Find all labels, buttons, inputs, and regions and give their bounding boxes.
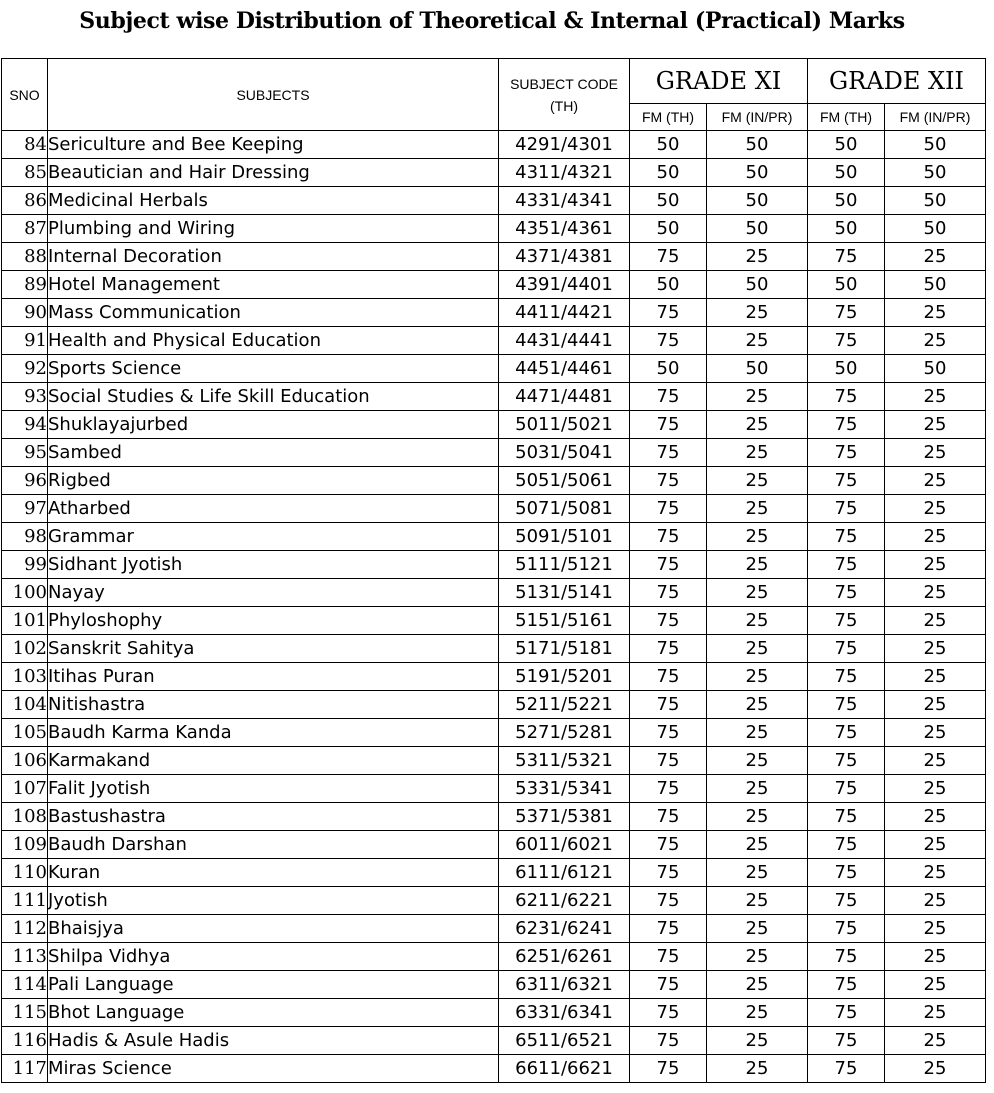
cell-sno: 117 <box>2 1055 48 1083</box>
cell-sno: 115 <box>2 999 48 1027</box>
header-subject-code <box>499 59 630 131</box>
cell-xii-fm-in-pr: 25 <box>885 523 986 551</box>
cell-xi-fm-in-pr: 25 <box>707 999 808 1027</box>
cell-xii-fm-th: 75 <box>808 663 885 691</box>
table-row <box>2 635 986 663</box>
cell-xii-fm-in-pr: 25 <box>885 299 986 327</box>
cell-xii-fm-th: 50 <box>808 131 885 159</box>
cell-xii-fm-in-pr: 25 <box>885 327 986 355</box>
header-sno: SNO <box>2 59 48 131</box>
cell-xi-fm-in-pr: 25 <box>707 943 808 971</box>
cell-subject-code: 5371/5381 <box>499 803 630 831</box>
table-row <box>2 719 986 747</box>
cell-xi-fm-th: 50 <box>630 215 707 243</box>
header-subjects: SUBJECTS <box>48 59 499 131</box>
cell-xii-fm-th: 75 <box>808 523 885 551</box>
cell-xii-fm-th: 75 <box>808 243 885 271</box>
cell-xii-fm-th: 75 <box>808 943 885 971</box>
table-body <box>2 131 986 1083</box>
cell-xii-fm-th: 75 <box>808 635 885 663</box>
cell-subject-code: 6511/6521 <box>499 1027 630 1055</box>
cell-xii-fm-in-pr: 25 <box>885 915 986 943</box>
cell-subject-code: 6611/6621 <box>499 1055 630 1083</box>
cell-xii-fm-th: 50 <box>808 355 885 383</box>
table-row <box>2 1055 986 1083</box>
cell-subject: Nayay <box>48 579 499 607</box>
cell-xii-fm-in-pr: 25 <box>885 943 986 971</box>
cell-subject: Shuklayajurbed <box>48 411 499 439</box>
cell-subject-code: 6251/6261 <box>499 943 630 971</box>
cell-sno: 112 <box>2 915 48 943</box>
cell-sno: 109 <box>2 831 48 859</box>
cell-xii-fm-in-pr: 25 <box>885 579 986 607</box>
cell-xi-fm-th: 75 <box>630 1055 707 1083</box>
cell-subject: Sambed <box>48 439 499 467</box>
cell-xii-fm-th: 75 <box>808 439 885 467</box>
cell-subject: Phyloshophy <box>48 607 499 635</box>
cell-sno: 93 <box>2 383 48 411</box>
cell-xii-fm-in-pr: 50 <box>885 187 986 215</box>
cell-xii-fm-in-pr: 25 <box>885 439 986 467</box>
cell-xii-fm-th: 75 <box>808 747 885 775</box>
cell-xi-fm-in-pr: 25 <box>707 663 808 691</box>
cell-xii-fm-th: 75 <box>808 383 885 411</box>
cell-subject: Bastushastra <box>48 803 499 831</box>
cell-sno: 110 <box>2 859 48 887</box>
table-row <box>2 551 986 579</box>
table-row <box>2 467 986 495</box>
cell-xii-fm-in-pr: 25 <box>885 1027 986 1055</box>
header-grade-xi: GRADE XI <box>630 59 808 104</box>
cell-subject-code: 4391/4401 <box>499 271 630 299</box>
table-row <box>2 887 986 915</box>
cell-xi-fm-th: 50 <box>630 131 707 159</box>
cell-subject-code: 5271/5281 <box>499 719 630 747</box>
cell-xi-fm-in-pr: 25 <box>707 523 808 551</box>
cell-xi-fm-in-pr: 25 <box>707 803 808 831</box>
cell-subject: Baudh Karma Kanda <box>48 719 499 747</box>
cell-xii-fm-th: 75 <box>808 411 885 439</box>
header-subject-code-line1: SUBJECT CODE <box>510 75 618 92</box>
cell-subject-code: 4291/4301 <box>499 131 630 159</box>
cell-subject: Rigbed <box>48 467 499 495</box>
table-row <box>2 943 986 971</box>
cell-xi-fm-in-pr: 25 <box>707 551 808 579</box>
cell-xii-fm-th: 75 <box>808 299 885 327</box>
table-row <box>2 971 986 999</box>
cell-sno: 96 <box>2 467 48 495</box>
cell-xi-fm-th: 50 <box>630 159 707 187</box>
cell-xii-fm-th: 75 <box>808 607 885 635</box>
cell-subject: Social Studies & Life Skill Education <box>48 383 499 411</box>
table-row <box>2 607 986 635</box>
cell-xi-fm-in-pr: 50 <box>707 215 808 243</box>
cell-subject-code: 5031/5041 <box>499 439 630 467</box>
cell-xii-fm-in-pr: 25 <box>885 719 986 747</box>
cell-sno: 99 <box>2 551 48 579</box>
cell-xii-fm-th: 75 <box>808 467 885 495</box>
cell-xii-fm-th: 75 <box>808 579 885 607</box>
page-title: Subject wise Distribution of Theoretical & Internal (Practical) Marks <box>79 8 905 34</box>
table-row <box>2 131 986 159</box>
cell-sno: 94 <box>2 411 48 439</box>
cell-xii-fm-in-pr: 25 <box>885 635 986 663</box>
cell-xi-fm-th: 75 <box>630 859 707 887</box>
cell-xi-fm-in-pr: 50 <box>707 159 808 187</box>
cell-xii-fm-th: 75 <box>808 775 885 803</box>
cell-sno: 106 <box>2 747 48 775</box>
cell-xi-fm-th: 75 <box>630 1027 707 1055</box>
cell-subject-code: 5011/5021 <box>499 411 630 439</box>
cell-sno: 98 <box>2 523 48 551</box>
table-row <box>2 495 986 523</box>
cell-xii-fm-th: 50 <box>808 215 885 243</box>
cell-xii-fm-in-pr: 25 <box>885 747 986 775</box>
cell-xi-fm-th: 75 <box>630 803 707 831</box>
cell-subject: Sidhant Jyotish <box>48 551 499 579</box>
cell-xi-fm-in-pr: 25 <box>707 1027 808 1055</box>
cell-xi-fm-in-pr: 25 <box>707 383 808 411</box>
table-row <box>2 271 986 299</box>
cell-subject-code: 6331/6341 <box>499 999 630 1027</box>
cell-subject: Sports Science <box>48 355 499 383</box>
cell-xi-fm-th: 75 <box>630 327 707 355</box>
cell-xi-fm-in-pr: 50 <box>707 271 808 299</box>
cell-xii-fm-in-pr: 25 <box>885 999 986 1027</box>
cell-subject: Nitishastra <box>48 691 499 719</box>
cell-subject: Karmakand <box>48 747 499 775</box>
cell-xi-fm-th: 75 <box>630 747 707 775</box>
cell-subject: Miras Science <box>48 1055 499 1083</box>
cell-subject: Pali Language <box>48 971 499 999</box>
table-row <box>2 439 986 467</box>
cell-xii-fm-in-pr: 25 <box>885 887 986 915</box>
cell-xi-fm-in-pr: 25 <box>707 243 808 271</box>
cell-xi-fm-th: 75 <box>630 943 707 971</box>
cell-sno: 102 <box>2 635 48 663</box>
header-xii-fm-in-pr: FM (IN/PR) <box>885 104 986 131</box>
cell-xi-fm-th: 75 <box>630 495 707 523</box>
cell-subject-code: 6211/6221 <box>499 887 630 915</box>
cell-xii-fm-in-pr: 25 <box>885 383 986 411</box>
cell-subject: Falit Jyotish <box>48 775 499 803</box>
cell-subject-code: 5051/5061 <box>499 467 630 495</box>
cell-xi-fm-in-pr: 25 <box>707 1055 808 1083</box>
cell-xii-fm-in-pr: 50 <box>885 355 986 383</box>
cell-subject-code: 6231/6241 <box>499 915 630 943</box>
cell-xii-fm-th: 75 <box>808 327 885 355</box>
cell-xi-fm-in-pr: 25 <box>707 887 808 915</box>
cell-xi-fm-th: 75 <box>630 887 707 915</box>
cell-subject-code: 6011/6021 <box>499 831 630 859</box>
cell-xi-fm-in-pr: 25 <box>707 467 808 495</box>
cell-sno: 104 <box>2 691 48 719</box>
cell-xii-fm-th: 75 <box>808 1055 885 1083</box>
cell-xi-fm-in-pr: 25 <box>707 831 808 859</box>
cell-sno: 84 <box>2 131 48 159</box>
cell-subject-code: 4331/4341 <box>499 187 630 215</box>
cell-xii-fm-th: 75 <box>808 803 885 831</box>
cell-sno: 107 <box>2 775 48 803</box>
cell-subject: Mass Communication <box>48 299 499 327</box>
cell-xii-fm-th: 75 <box>808 551 885 579</box>
cell-xi-fm-in-pr: 25 <box>707 607 808 635</box>
cell-xii-fm-in-pr: 25 <box>885 663 986 691</box>
table-row <box>2 663 986 691</box>
cell-subject-code: 5131/5141 <box>499 579 630 607</box>
cell-subject: Jyotish <box>48 887 499 915</box>
cell-sno: 103 <box>2 663 48 691</box>
cell-xi-fm-th: 75 <box>630 299 707 327</box>
cell-sno: 111 <box>2 887 48 915</box>
cell-subject: Atharbed <box>48 495 499 523</box>
cell-xii-fm-in-pr: 25 <box>885 971 986 999</box>
cell-xi-fm-in-pr: 25 <box>707 579 808 607</box>
cell-subject-code: 5191/5201 <box>499 663 630 691</box>
cell-xi-fm-in-pr: 25 <box>707 635 808 663</box>
cell-xii-fm-th: 50 <box>808 159 885 187</box>
table-row <box>2 523 986 551</box>
cell-xi-fm-th: 75 <box>630 523 707 551</box>
cell-xi-fm-in-pr: 25 <box>707 327 808 355</box>
header-grade-xii: GRADE XII <box>808 59 986 104</box>
cell-xi-fm-th: 75 <box>630 691 707 719</box>
cell-subject-code: 5171/5181 <box>499 635 630 663</box>
cell-subject-code: 4451/4461 <box>499 355 630 383</box>
cell-xi-fm-th: 75 <box>630 551 707 579</box>
cell-subject-code: 5071/5081 <box>499 495 630 523</box>
cell-subject: Grammar <box>48 523 499 551</box>
table-row <box>2 831 986 859</box>
cell-xi-fm-in-pr: 25 <box>707 747 808 775</box>
cell-sno: 92 <box>2 355 48 383</box>
cell-xi-fm-th: 75 <box>630 719 707 747</box>
cell-subject: Health and Physical Education <box>48 327 499 355</box>
cell-sno: 108 <box>2 803 48 831</box>
cell-xii-fm-th: 75 <box>808 915 885 943</box>
cell-xi-fm-th: 75 <box>630 635 707 663</box>
cell-subject: Beautician and Hair Dressing <box>48 159 499 187</box>
cell-xi-fm-th: 75 <box>630 999 707 1027</box>
cell-subject-code: 4471/4481 <box>499 383 630 411</box>
cell-subject-code: 5091/5101 <box>499 523 630 551</box>
cell-xii-fm-in-pr: 50 <box>885 159 986 187</box>
table-row <box>2 243 986 271</box>
cell-subject: Kuran <box>48 859 499 887</box>
cell-xi-fm-in-pr: 25 <box>707 439 808 467</box>
cell-sno: 95 <box>2 439 48 467</box>
cell-subject: Hotel Management <box>48 271 499 299</box>
cell-xi-fm-in-pr: 50 <box>707 187 808 215</box>
table-row <box>2 691 986 719</box>
cell-xi-fm-th: 75 <box>630 915 707 943</box>
table-row <box>2 355 986 383</box>
cell-xi-fm-th: 50 <box>630 355 707 383</box>
cell-xi-fm-th: 75 <box>630 831 707 859</box>
cell-xi-fm-th: 75 <box>630 579 707 607</box>
cell-subject-code: 5311/5321 <box>499 747 630 775</box>
header-xii-fm-th: FM (TH) <box>808 104 885 131</box>
table-row <box>2 411 986 439</box>
cell-xi-fm-th: 75 <box>630 971 707 999</box>
cell-xii-fm-th: 75 <box>808 831 885 859</box>
cell-subject: Sericulture and Bee Keeping <box>48 131 499 159</box>
cell-xi-fm-in-pr: 25 <box>707 719 808 747</box>
cell-xii-fm-th: 75 <box>808 887 885 915</box>
cell-subject: Plumbing and Wiring <box>48 215 499 243</box>
cell-xii-fm-in-pr: 25 <box>885 607 986 635</box>
table-row <box>2 999 986 1027</box>
cell-subject-code: 5111/5121 <box>499 551 630 579</box>
cell-xi-fm-in-pr: 25 <box>707 775 808 803</box>
cell-sno: 90 <box>2 299 48 327</box>
cell-subject-code: 6111/6121 <box>499 859 630 887</box>
table-row <box>2 579 986 607</box>
cell-xii-fm-in-pr: 25 <box>885 1055 986 1083</box>
cell-xi-fm-in-pr: 25 <box>707 971 808 999</box>
cell-xi-fm-in-pr: 25 <box>707 691 808 719</box>
cell-xii-fm-in-pr: 25 <box>885 551 986 579</box>
cell-xii-fm-in-pr: 25 <box>885 775 986 803</box>
cell-sno: 88 <box>2 243 48 271</box>
table-row <box>2 775 986 803</box>
cell-xii-fm-in-pr: 25 <box>885 859 986 887</box>
cell-subject: Bhaisjya <box>48 915 499 943</box>
table-row <box>2 803 986 831</box>
table-row <box>2 187 986 215</box>
cell-xii-fm-in-pr: 25 <box>885 691 986 719</box>
cell-xii-fm-th: 75 <box>808 1027 885 1055</box>
cell-sno: 101 <box>2 607 48 635</box>
table-row <box>2 299 986 327</box>
table-row <box>2 215 986 243</box>
cell-xii-fm-in-pr: 50 <box>885 131 986 159</box>
table-row <box>2 747 986 775</box>
table-row <box>2 383 986 411</box>
cell-xi-fm-th: 75 <box>630 411 707 439</box>
cell-xi-fm-in-pr: 50 <box>707 131 808 159</box>
cell-xii-fm-in-pr: 25 <box>885 411 986 439</box>
table-row <box>2 1027 986 1055</box>
cell-sno: 114 <box>2 971 48 999</box>
cell-subject: Internal Decoration <box>48 243 499 271</box>
cell-subject-code: 5151/5161 <box>499 607 630 635</box>
cell-subject: Shilpa Vidhya <box>48 943 499 971</box>
cell-xi-fm-th: 75 <box>630 607 707 635</box>
table-row <box>2 327 986 355</box>
cell-xi-fm-th: 75 <box>630 663 707 691</box>
cell-xi-fm-th: 75 <box>630 439 707 467</box>
cell-sno: 89 <box>2 271 48 299</box>
cell-sno: 100 <box>2 579 48 607</box>
cell-xii-fm-in-pr: 25 <box>885 831 986 859</box>
cell-xi-fm-th: 50 <box>630 187 707 215</box>
cell-sno: 91 <box>2 327 48 355</box>
cell-xii-fm-th: 75 <box>808 971 885 999</box>
cell-sno: 86 <box>2 187 48 215</box>
cell-subject-code: 4371/4381 <box>499 243 630 271</box>
cell-xii-fm-in-pr: 25 <box>885 495 986 523</box>
cell-xii-fm-in-pr: 50 <box>885 271 986 299</box>
cell-xii-fm-in-pr: 25 <box>885 467 986 495</box>
cell-subject: Sanskrit Sahitya <box>48 635 499 663</box>
cell-sno: 97 <box>2 495 48 523</box>
cell-xii-fm-in-pr: 25 <box>885 243 986 271</box>
cell-xii-fm-th: 50 <box>808 187 885 215</box>
cell-xii-fm-th: 50 <box>808 271 885 299</box>
cell-subject: Baudh Darshan <box>48 831 499 859</box>
cell-sno: 113 <box>2 943 48 971</box>
cell-subject-code: 5331/5341 <box>499 775 630 803</box>
cell-xii-fm-th: 75 <box>808 999 885 1027</box>
cell-xi-fm-th: 50 <box>630 271 707 299</box>
cell-xi-fm-in-pr: 25 <box>707 915 808 943</box>
cell-xi-fm-th: 75 <box>630 383 707 411</box>
table-row <box>2 859 986 887</box>
cell-xi-fm-in-pr: 25 <box>707 411 808 439</box>
cell-subject: Itihas Puran <box>48 663 499 691</box>
cell-sno: 85 <box>2 159 48 187</box>
cell-xi-fm-in-pr: 50 <box>707 355 808 383</box>
table-row <box>2 915 986 943</box>
header-xi-fm-th: FM (TH) <box>630 104 707 131</box>
table-row <box>2 159 986 187</box>
cell-subject-code: 5211/5221 <box>499 691 630 719</box>
cell-xi-fm-th: 75 <box>630 467 707 495</box>
cell-subject-code: 6311/6321 <box>499 971 630 999</box>
cell-subject-code: 4311/4321 <box>499 159 630 187</box>
cell-sno: 87 <box>2 215 48 243</box>
cell-xi-fm-in-pr: 25 <box>707 495 808 523</box>
cell-subject: Hadis & Asule Hadis <box>48 1027 499 1055</box>
cell-xii-fm-th: 75 <box>808 495 885 523</box>
cell-subject-code: 4351/4361 <box>499 215 630 243</box>
cell-xii-fm-th: 75 <box>808 691 885 719</box>
cell-sno: 116 <box>2 1027 48 1055</box>
cell-xii-fm-th: 75 <box>808 719 885 747</box>
cell-xi-fm-in-pr: 25 <box>707 859 808 887</box>
cell-xi-fm-in-pr: 25 <box>707 299 808 327</box>
cell-xi-fm-th: 75 <box>630 243 707 271</box>
cell-xii-fm-in-pr: 25 <box>885 803 986 831</box>
header-subject-code-line2: (TH) <box>550 97 578 114</box>
cell-xii-fm-th: 75 <box>808 859 885 887</box>
cell-subject-code: 4411/4421 <box>499 299 630 327</box>
cell-xi-fm-th: 75 <box>630 775 707 803</box>
marks-table <box>1 58 986 1083</box>
cell-xii-fm-in-pr: 50 <box>885 215 986 243</box>
header-xi-fm-in-pr: FM (IN/PR) <box>707 104 808 131</box>
cell-sno: 105 <box>2 719 48 747</box>
cell-subject: Bhot Language <box>48 999 499 1027</box>
cell-subject: Medicinal Herbals <box>48 187 499 215</box>
cell-subject-code: 4431/4441 <box>499 327 630 355</box>
